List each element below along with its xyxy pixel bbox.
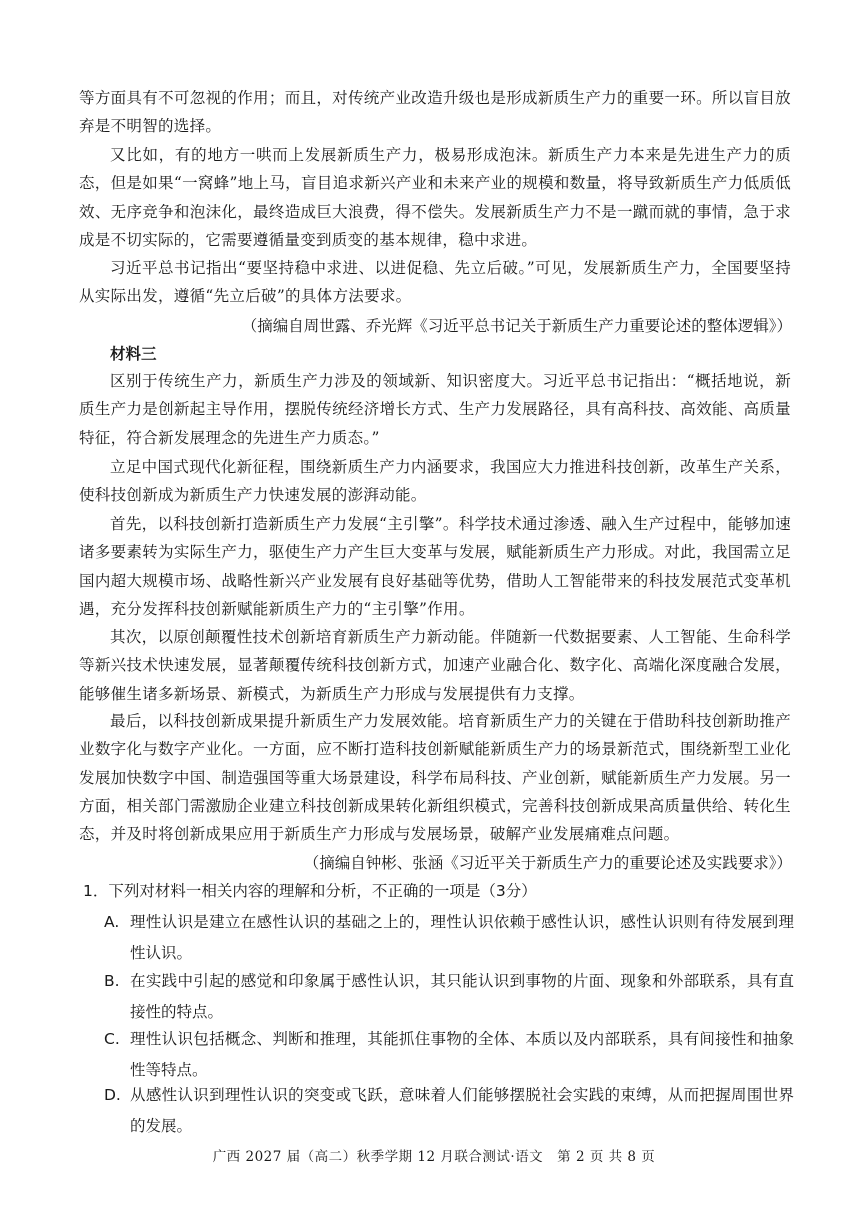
paragraph-example-bubble: 又比如，有的地方一哄而上发展新质生产力，极易形成泡沫。新质生产力本来是先进生产力的质态，但是如果“一窝蜂”地上马，盲目追求新兴产业和未来产业的规模和数量，将导致新质生产力低质低效、无序竞争和泡沫化，最终造成巨大浪费，得不偿失。发展新质生产力不是一蹴而就的事情，急于求成是不切实际的，它需要遵循量变到质变的基本规律，稳中求进。	[79, 146, 791, 249]
option-text: 理性认识包括概念、判断和推理，其能抓住事物的全体、本质以及内部联系，具有间接性和抽象性等特点。	[130, 1030, 794, 1079]
paragraph-material3-second: 其次，以原创颠覆性技术创新培育新质生产力新动能。伴随新一代数据要素、人工智能、生命科学等新兴技术快速发展，显著颠覆传统科技创新方式，加速产业融合化、数字化、高端化深度融合发展，能够催生诸多新场景、新模式，为新质生产力形成与发展提供有力支撑。	[79, 628, 791, 703]
option-letter: D.	[104, 1086, 121, 1104]
page-footer: 广西 2027 届（高二）秋季学期 12 月联合测试·语文 第 2 页 共 8 页	[212, 1149, 656, 1165]
paragraph-continuation: 等方面具有不可忽视的作用；而且，对传统产业改造升级也是形成新质生产力的重要一环。所以盲目放弃是不明智的选择。	[79, 89, 791, 136]
option-a	[104, 907, 794, 968]
option-b	[104, 966, 794, 1027]
question-stem: 1．下列对材料一相关内容的理解和分析，不正确的一项是（3分）	[83, 882, 537, 900]
option-letter: C.	[104, 1030, 120, 1048]
option-d	[104, 1080, 794, 1141]
paragraph-material3-modernization: 立足中国式现代化新征程，围绕新质生产力内涵要求，我国应大力推进科技创新，改革生产关系，使科技创新成为新质生产力快速发展的澎湃动能。	[79, 458, 791, 505]
paragraph-xi-quote: 习近平总书记指出“要坚持稳中求进、以进促稳、先立后破。”可见，发展新质生产力，全国要坚持从实际出发，遵循“先立后破”的具体方法要求。	[79, 259, 791, 306]
paragraph-material3-first: 首先，以科技创新打造新质生产力发展“主引擎”。科学技术通过渗透、融入生产过程中，能够加速诸多要素转为实际生产力，驱使生产力产生巨大变革与发展，赋能新质生产力形成。对此，我国需立足国内超大规模市场、战略性新兴产业发展有良好基础等优势，借助人工智能带来的科技发展范式变革机遇，充分发挥科技创新赋能新质生产力的“主引擎”作用。	[79, 515, 791, 618]
material-three-heading: 材料三	[110, 344, 157, 363]
option-text: 理性认识是建立在感性认识的基础之上的，理性认识依赖于感性认识，感性认识则有待发展到理性认识。	[130, 913, 794, 962]
option-letter: B.	[104, 972, 120, 990]
paragraph-material3-intro: 区别于传统生产力，新质生产力涉及的领域新、知识密度大。习近平总书记指出：“概括地说，新质生产力是创新起主导作用，摆脱传统经济增长方式、生产力发展路径，具有高科技、高效能、高质量特征，符合新发展理念的先进生产力质态。”	[79, 372, 791, 447]
source-citation-2: （摘编自钟彬、张涵《习近平关于新质生产力的重要论述及实践要求》）	[303, 854, 792, 872]
paragraph-material3-last: 最后，以科技创新成果提升新质生产力发展效能。培育新质生产力的关键在于借助科技创新助推产业数字化与数字产业化。一方面，应不断打造科技创新赋能新质生产力的场景新范式，围绕新型工业化发展加快数字中国、制造强国等重大场景建设，科学布局科技、产业创新，赋能新质生产力发展。另一方面，相关部门需激励企业建立科技创新成果转化新组织模式，完善科技创新成果高质量供给、转化生态，并及时将创新成果应用于新质生产力形成与发展场景，破解产业发展痛难点问题。	[79, 712, 791, 844]
option-text: 从感性认识到理性认识的突变或飞跃，意味着人们能够摆脱社会实践的束缚，从而把握周围世界的发展。	[130, 1086, 794, 1135]
option-text: 在实践中引起的感觉和印象属于感性认识，其只能认识到事物的片面、现象和外部联系，具有直接性的特点。	[130, 972, 794, 1021]
source-citation-1: （摘编自周世露、乔光辉《习近平总书记关于新质生产力重要论述的整体逻辑》）	[241, 317, 792, 335]
option-letter: A.	[104, 913, 120, 931]
option-c	[104, 1024, 794, 1085]
